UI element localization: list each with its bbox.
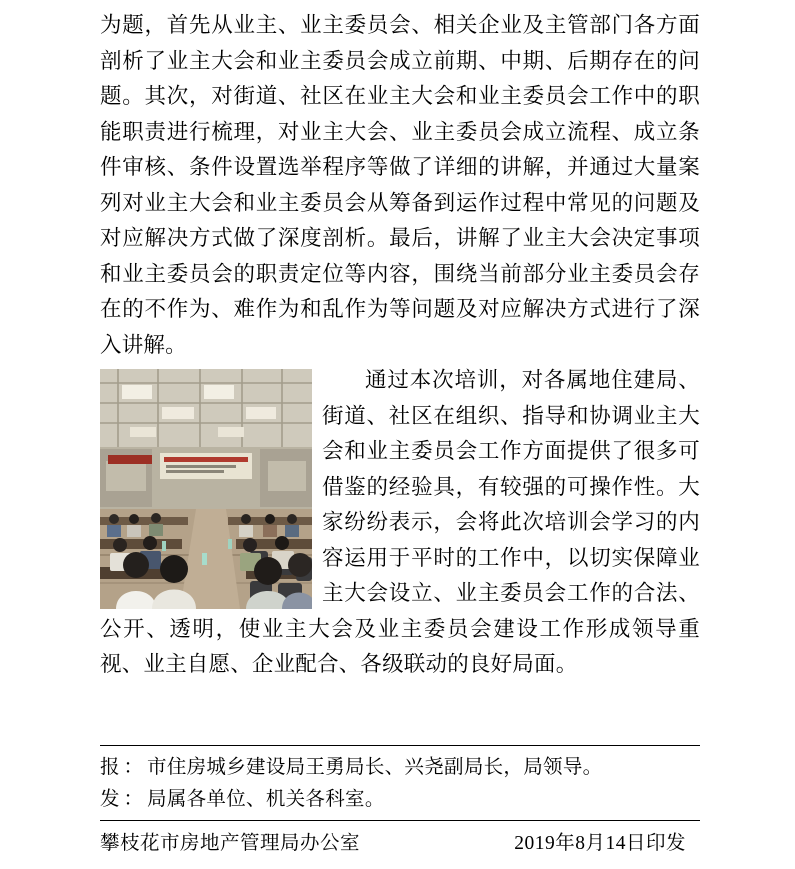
paragraph-2: 通过本次培训，对各属地住建局、街道、社区在组织、指导和协调业主大会和业主委员会工作方面提供了很多可借鉴的经验具，有较强的可操作性。大家纷纷表示，会将此次培训会学习的内容运用于平时的工作中，以切实保障业主大会设立、业主委员会工作的合法、公开、透明，使业主大会及业主委员会建设工作形成领导重视、业主自愿、企业配合、各级联动的良好局面。 — [100, 368, 700, 676]
paragraph-1: 为题，首先从业主、业主委员会、相关企业及主管部门各方面剖析了业主大会和业主委员会成立前期、中期、后期存在的问题。其次，对街道、社区在业主大会和业主委员会工作中的职能职责进行梳理，对业主大会、业主委员会成立流程、成立条件审核、条件设置选举程序等做了详细的讲解，并通过大量案列对业主大会和业主委员会从筹备到运作过程中常见的问题及对应解决方式做了深度剖析。最后，讲解了业主大会决定事项和业主委员会的职责定位等内容，围绕当前部分业主委员会存在的不作为、难作为和乱作为等问题及对应解决方式进行了深入讲解。 — [100, 13, 700, 357]
training-meeting-photo — [100, 369, 312, 609]
footer-issuer-row — [100, 825, 700, 860]
issue-line — [100, 784, 700, 816]
distribution-label: 报： — [100, 757, 148, 778]
distribution-line — [100, 752, 700, 784]
issue-date: 2019年8月14日印发 — [514, 833, 686, 854]
footer-divider-bottom — [100, 820, 700, 821]
issue-label: 发： — [100, 789, 148, 810]
distribution-value: 市住房城乡建设局王勇局长、兴尧副局长，局领导。 — [147, 757, 603, 778]
issuer-name: 攀枝花市房地产管理局办公室 — [100, 833, 361, 854]
photo-graphic — [100, 369, 312, 609]
document-footer — [100, 745, 700, 860]
issue-value: 局属各单位、机关各科室。 — [147, 789, 385, 810]
document-body — [100, 8, 700, 683]
footer-divider-top — [100, 745, 700, 746]
